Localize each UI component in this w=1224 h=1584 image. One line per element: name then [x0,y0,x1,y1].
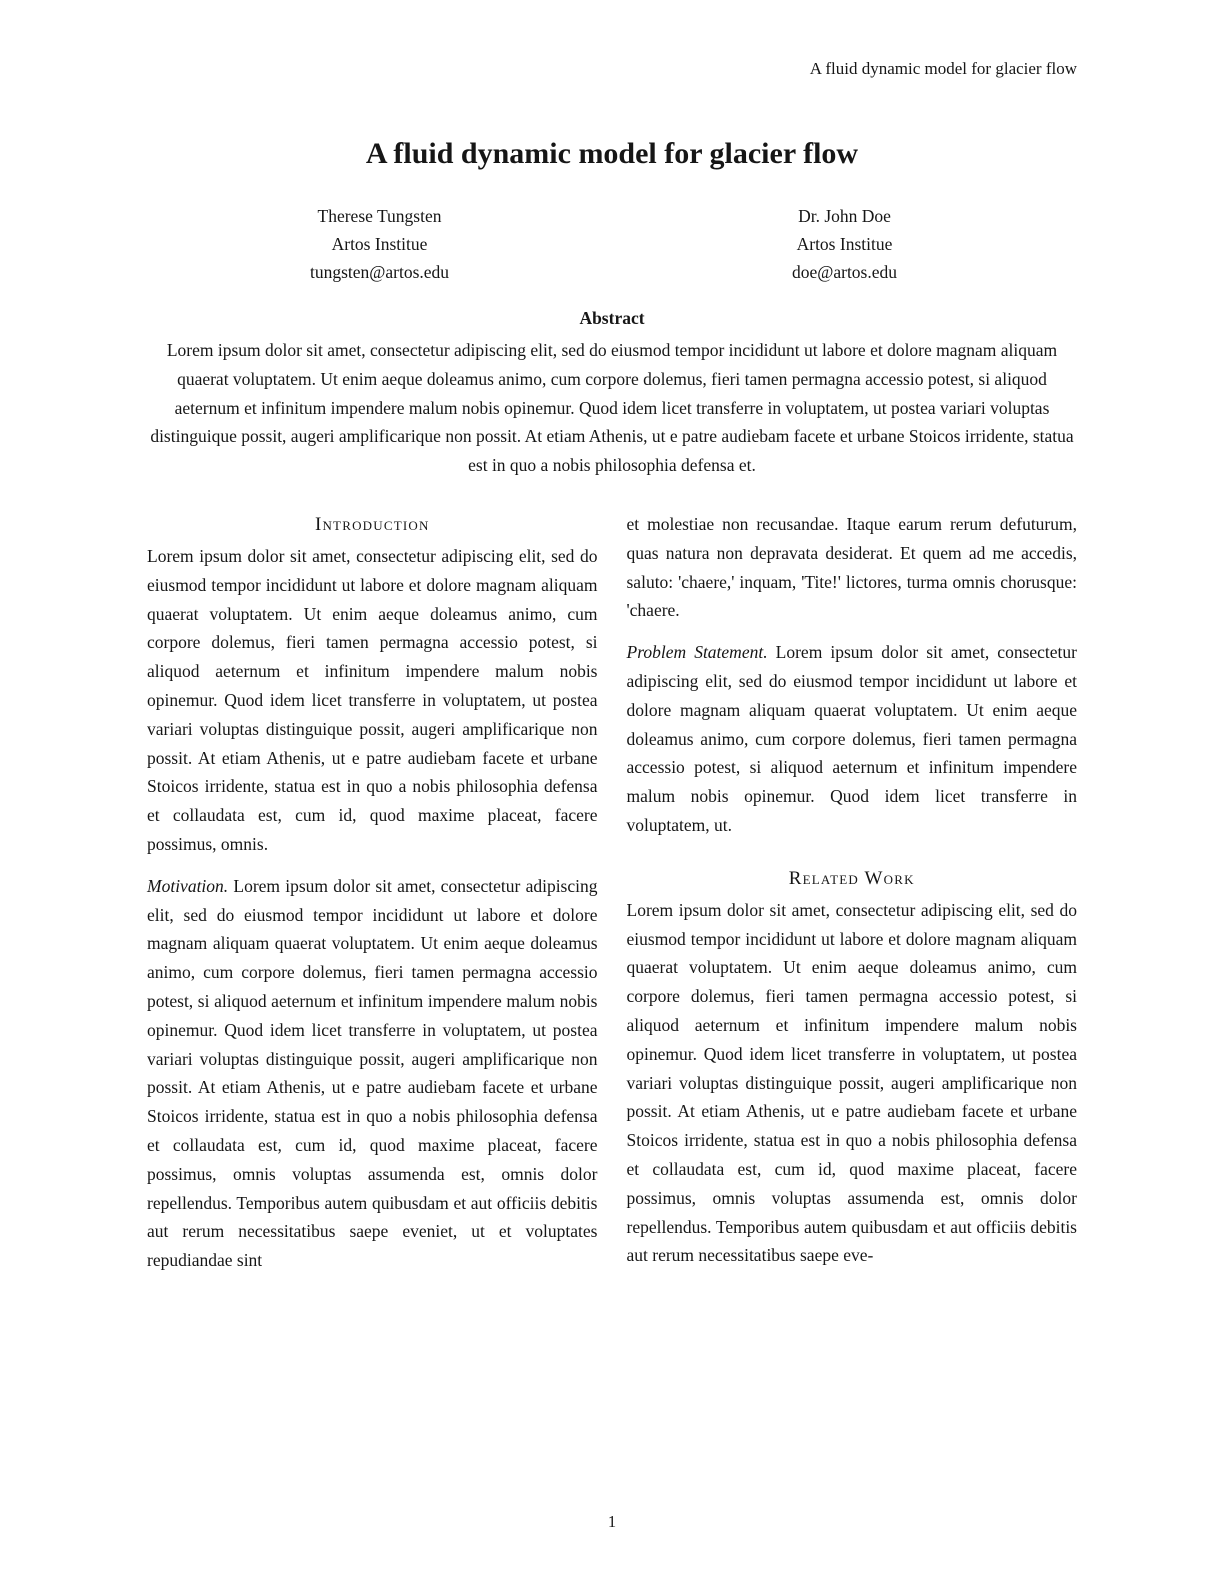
right-column [627,510,1078,1275]
two-column-body [147,510,1077,1275]
motivation-paragraph [147,872,598,1275]
author-email: tungsten@artos.edu [309,262,450,282]
motivation-continuation-paragraph: et molestiae non recusandae. Itaque earum rerum defuturum, quas natura non depravata desiderat. Et quem ad me accedis, saluto: 'chaere,' inquam, 'Tite!' lictores, turma omnis chorusque: 'chaere. [626,513,1077,621]
author-affiliation: Artos Institue [796,234,893,254]
left-column [147,510,598,1275]
section-heading-introduction: Introduction [314,513,430,535]
problem-statement-runin-label: Problem Statement. [626,642,768,663]
author-name: Therese Tungsten [317,206,442,226]
section-heading-related-work: Related Work [788,867,915,889]
motivation-runin-label: Motivation. [147,875,229,896]
author-left [147,202,612,286]
author-right [612,202,1077,286]
motivation-text: Lorem ipsum dolor sit amet, consectetur adipiscing elit, sed do eiusmod tempor incididunt ut labore et dolore magnam aliquam quaerat voluptatem. Ut enim aeque doleamus animo, cum corpore dolemus, fieri tamen permagna accessio potest, si aliquod aeternum et infinitum impendere malum nobis opinemur. Quod idem licet transferre in voluptatem, ut postea variari voluptas distinguique possit, augeri amplificarique non possit. At etiam Athenis, ut e patre audiebam facete et urbane Stoicos irridente, statua est in quo a nobis philosophia defensa et collaudata est, cum id, quod maxime placeat, facere possimus, omnis voluptas assumenda est, omnis dolor repellendus. Temporibus autem quibusdam et aut officiis debitis aut rerum necessitatibus saepe eveniet, ut et voluptates repudiandae sint [147,875,598,1271]
problem-statement-text: Lorem ipsum dolor sit amet, consectetur adipiscing elit, sed do eiusmod tempor incididunt ut labore et dolore magnam aliquam quaerat voluptatem. Ut enim aeque doleamus animo, cum corpore dolemus, fieri tamen permagna accessio potest, si aliquod aeternum et infinitum impendere malum nobis opinemur. Quod idem licet transferre in voluptatem, ut. [626,642,1077,835]
introduction-paragraph: Lorem ipsum dolor sit amet, consectetur adipiscing elit, sed do eiusmod tempor incididunt ut labore et dolore magnam aliquam quaerat voluptatem. Ut enim aeque doleamus animo, cum corpore dolemus, fieri tamen permagna accessio potest, si aliquod aeternum et infinitum impendere malum nobis opinemur. Quod idem licet transferre in voluptatem, ut postea variari voluptas distinguique possit, augeri amplificarique non possit. At etiam Athenis, ut e patre audiebam facete et urbane Stoicos irridente, statua est in quo a nobis philosophia defensa et collaudata est, cum id, quod maxime placeat, facere possimus, omnis. [147,545,598,854]
abstract-text: Lorem ipsum dolor sit amet, consectetur adipiscing elit, sed do eiusmod tempor incididunt ut labore et dolore magnam aliquam quaerat voluptatem. Ut enim aeque doleamus animo, cum corpore dolemus, fieri tamen permagna accessio potest, si aliquod aeternum et infinitum impendere malum nobis opinemur. Quod idem licet transferre in voluptatem, ut postea variari voluptas distinguique possit, augeri amplificarique non possit. At etiam Athenis, ut e patre audiebam facete et urbane Stoicos irridente, statua est in quo a nobis philosophia defensa et. [150,340,1074,476]
related-work-paragraph: Lorem ipsum dolor sit amet, consectetur adipiscing elit, sed do eiusmod tempor incididunt ut labore et dolore magnam aliquam quaerat voluptatem. Ut enim aeque doleamus animo, cum corpore dolemus, fieri tamen permagna accessio potest, si aliquod aeternum et infinitum impendere malum nobis opinemur. Quod idem licet transferre in voluptatem, ut postea variari voluptas distinguique possit, augeri amplificarique non possit. At etiam Athenis, ut e patre audiebam facete et urbane Stoicos irridente, statua est in quo a nobis philosophia defensa et collaudata est, cum id, quod maxime placeat, facere possimus, omnis voluptas assumenda est, omnis dolor repellendus. Temporibus autem quibusdam et aut officiis debitis aut rerum necessitatibus saepe eve- [626,899,1077,1266]
author-block [147,202,1077,286]
page-number: 1 [607,1512,617,1531]
author-affiliation: Artos Institue [331,234,428,254]
author-email: doe@artos.edu [791,262,898,282]
running-header: A fluid dynamic model for glacier flow [809,59,1077,78]
abstract-heading: Abstract [579,308,645,328]
author-name: Dr. John Doe [798,206,891,226]
problem-statement-paragraph [627,638,1078,840]
paper-title: A fluid dynamic model for glacier flow [365,137,859,170]
